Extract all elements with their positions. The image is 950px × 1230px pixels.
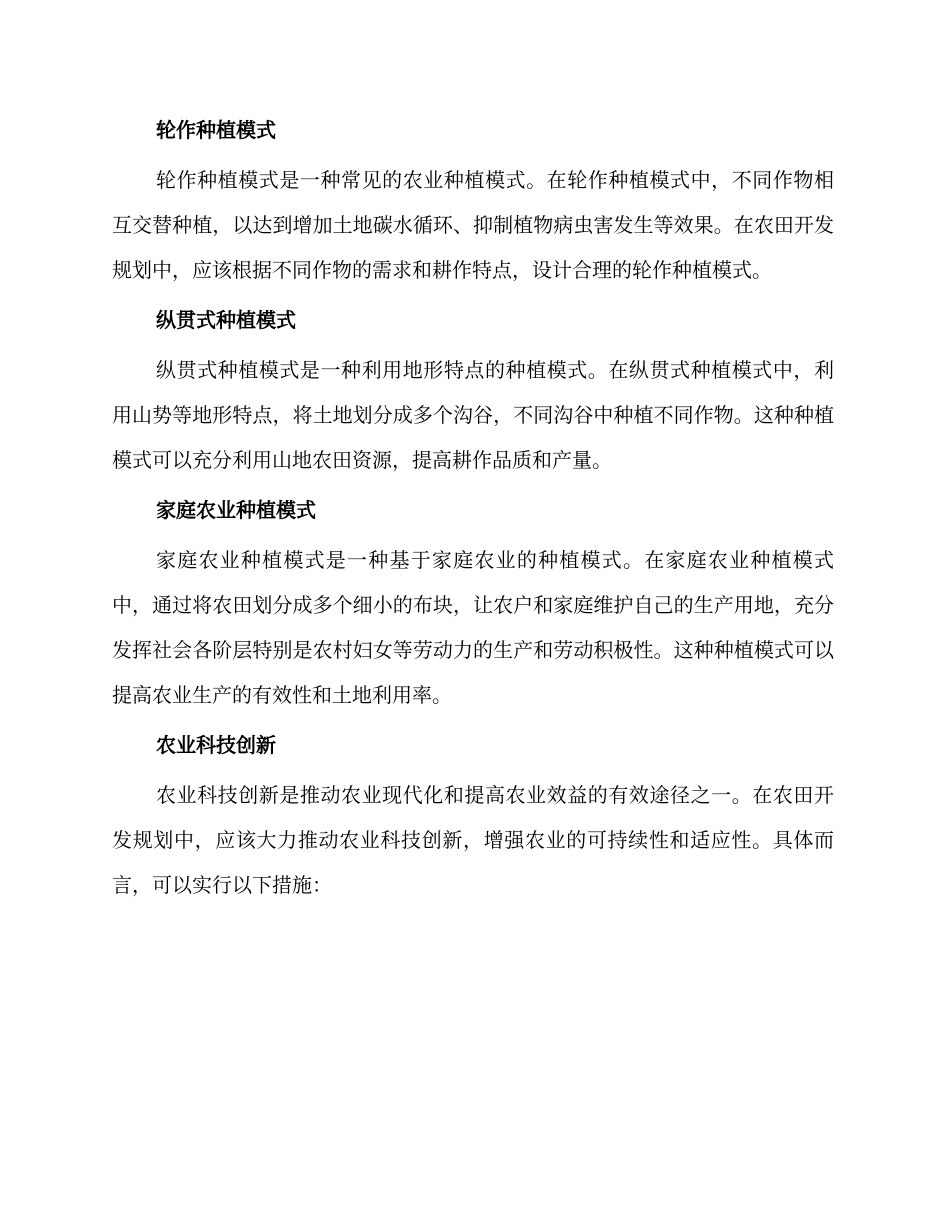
section-heading: 家庭农业种植模式 [156,498,316,522]
section-paragraph: 农业科技创新是推动农业现代化和提高农业效益的有效途径之一。在农田开发规划中，应该大力推动农业科技创新，增强农业的可持续性和适应性。具体而言，可以实行以下措施： [112,783,834,897]
section-crop-rotation [112,108,834,293]
section-paragraph: 家庭农业种植模式是一种基于家庭农业的种植模式。在家庭农业种植模式中，通过将农田划分成多个细小的布块，让农户和家庭维护自己的生产用地，充分发挥社会各阶层特别是农村妇女等劳动力的生产和劳动积极性。这种种植模式可以提高农业生产的有效性和土地利用率。 [112,548,834,707]
section-family-farming [112,488,834,718]
section-longitudinal-planting [112,298,834,483]
section-agri-tech-innovation [112,723,834,908]
section-paragraph: 轮作种植模式是一种常见的农业种植模式。在轮作种植模式中，不同作物相互交替种植，以达到增加土地碳水循环、抑制植物病虫害发生等效果。在农田开发规划中，应该根据不同作物的需求和耕作特点，设计合理的轮作种植模式。 [112,168,834,282]
section-heading: 纵贯式种植模式 [156,308,296,332]
document-page [112,108,834,913]
section-heading: 农业科技创新 [156,733,276,757]
section-heading: 轮作种植模式 [156,118,276,142]
section-paragraph: 纵贯式种植模式是一种利用地形特点的种植模式。在纵贯式种植模式中，利用山势等地形特点，将土地划分成多个沟谷，不同沟谷中种植不同作物。这种种植模式可以充分利用山地农田资源，提高耕作品质和产量。 [112,358,834,472]
